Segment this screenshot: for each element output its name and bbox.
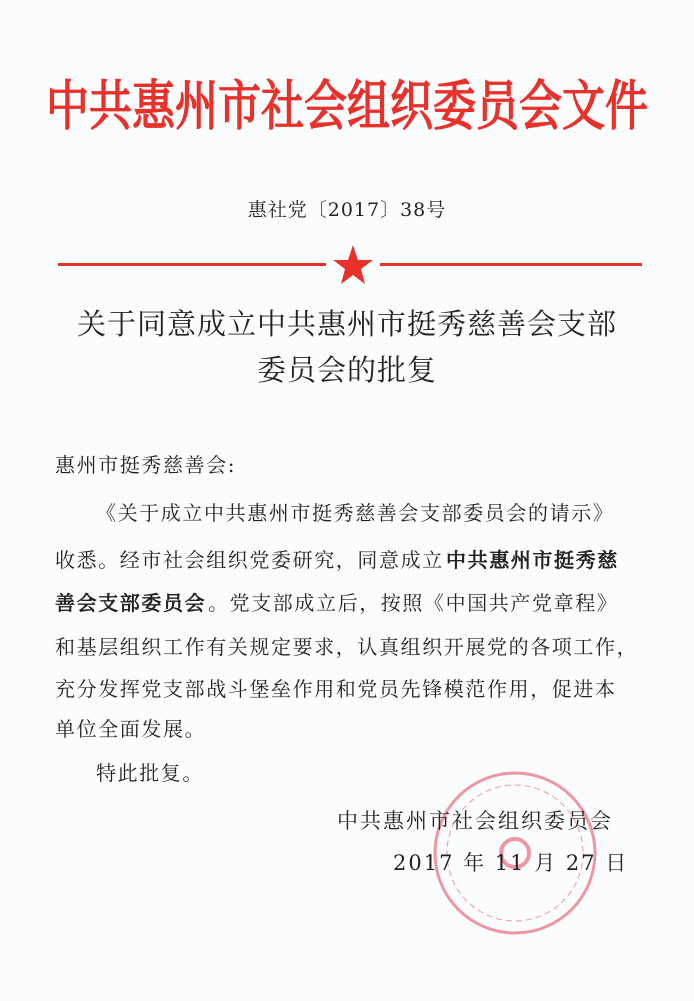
- body-text: 。党支部成立后，按照《中国共产党章程》: [208, 591, 619, 615]
- body-line: 和基层组织工作有关规定要求，认真组织开展党的各项工作，: [55, 635, 639, 659]
- body-line: 单位全面发展。: [55, 717, 207, 741]
- issuer-header: 中共惠州市社会组织委员会文件: [46, 75, 648, 139]
- body-text: 收悉。经市社会组织党委研究，同意成立: [55, 548, 444, 572]
- body-line: 充分发挥党支部战斗堡垒作用和党员先锋模范作用，促进本: [55, 677, 617, 701]
- document-number: 惠社党〔2017〕38号: [247, 199, 447, 221]
- red-star-icon: [332, 244, 374, 286]
- salutation: 惠州市挺秀慈善会:: [55, 453, 237, 477]
- signature-date: 2017 年 11 月 27 日: [393, 851, 629, 875]
- signature-organization: 中共惠州市社会组织委员会: [337, 809, 613, 833]
- document-title-line1: 关于同意成立中共惠州市挺秀慈善会支部: [76, 307, 617, 341]
- red-divider-left: [58, 263, 326, 266]
- body-bold-text: 中共惠州市挺秀慈: [446, 548, 619, 572]
- closing: 特此批复。: [96, 761, 204, 785]
- body-bold-text: 善会支部委员会: [55, 591, 207, 615]
- document-title-line2: 委员会的批复: [256, 353, 437, 387]
- red-divider-right: [380, 263, 642, 266]
- body-line: 《关于成立中共惠州市挺秀慈善会支部委员会的请示》: [96, 501, 615, 525]
